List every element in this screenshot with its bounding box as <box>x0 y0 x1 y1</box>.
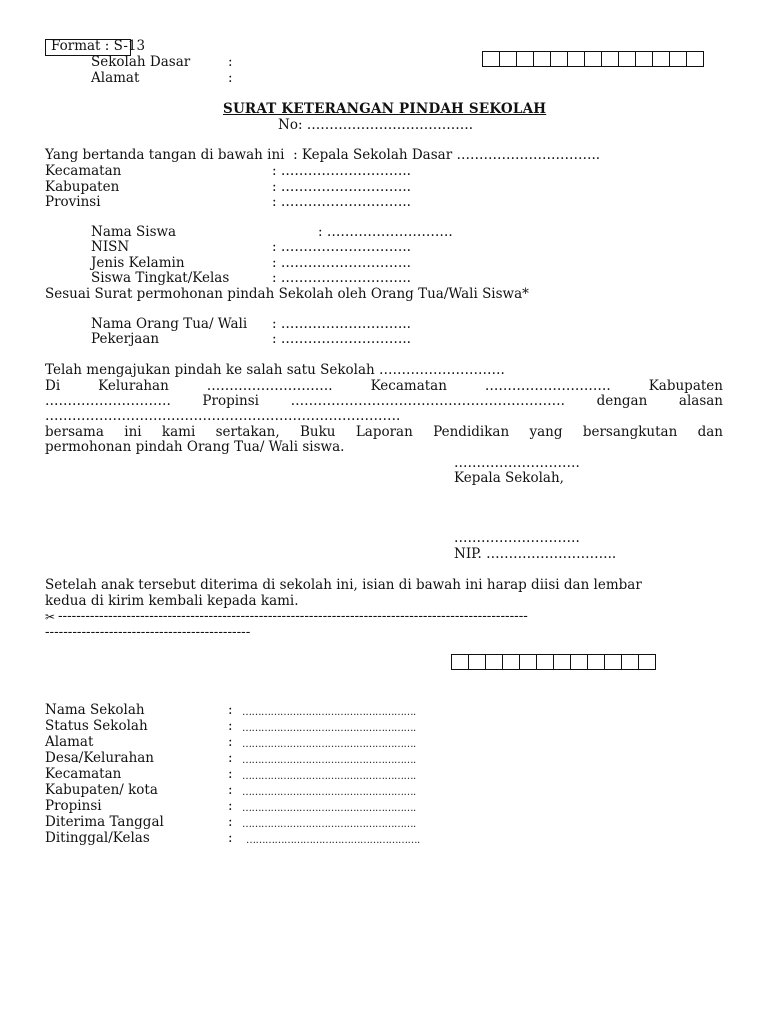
body-line-1: Telah mengajukan pindah ke salah satu Sekolah ………………………. <box>45 362 505 378</box>
body-line-4: ……………………………………………………………………. <box>45 408 401 424</box>
body-line-3: ………………………. Propinsi ……………………………………………………. dengan alasan <box>45 393 723 409</box>
digit-box <box>516 51 534 67</box>
reply-row-colon: : <box>228 766 233 782</box>
reply-row-colon: : <box>228 830 233 846</box>
digit-box <box>584 51 602 67</box>
reply-row-label: Alamat <box>45 734 94 750</box>
signature-role: Kepala Sekolah, <box>454 470 564 486</box>
student-row-value: : ……………………….. <box>272 239 411 255</box>
digit-box <box>519 654 537 670</box>
digit-box <box>451 654 469 670</box>
digit-box <box>669 51 687 67</box>
student-row-value: : ……………………….. <box>272 270 411 286</box>
digit-box <box>468 654 486 670</box>
digit-box <box>570 654 588 670</box>
reply-row-label: Kabupaten/ kota <box>45 782 158 798</box>
signer-row-value: : ……………………….. <box>272 179 411 195</box>
reply-row-label: Nama Sekolah <box>45 702 145 718</box>
signer-row-value: : ……………………….. <box>272 163 411 179</box>
body-line-6: permohonan pindah Orang Tua/ Wali siswa. <box>45 439 345 455</box>
reply-row-label: Diterima Tanggal <box>45 814 164 830</box>
reply-row-label: Status Sekolah <box>45 718 148 734</box>
format-label: Format : S-13 <box>51 38 146 54</box>
cut-line-continued: --------------------------------------------- <box>45 624 251 640</box>
digit-box <box>686 51 704 67</box>
student-name-value: : ………………………. <box>318 224 453 240</box>
signer-intro: Yang bertanda tangan di bawah ini : Kepala Sekolah Dasar ………………………….. <box>45 147 601 163</box>
parent-row-value: : ……………………….. <box>272 316 411 332</box>
reply-row-colon: : <box>228 814 233 830</box>
student-row-label: Siswa Tingkat/Kelas <box>91 270 230 286</box>
reply-row-value: ………………………………………………. <box>242 755 416 766</box>
reply-row-value: ………………………………………………. <box>242 771 416 782</box>
body-line-5: bersama ini kami sertakan, Buku Laporan Pendidikan yang bersangkutan dan <box>45 424 723 440</box>
parent-row-label: Pekerjaan <box>91 331 160 347</box>
scissors-icon: ✂ <box>45 610 56 624</box>
document-number: No: ………………………………. <box>278 117 474 133</box>
digit-box <box>601 51 619 67</box>
signer-row-label: Provinsi <box>45 194 101 210</box>
cut-line: ------------------------------------------------------------------------------------------------------- <box>58 609 528 624</box>
digit-box <box>550 51 568 67</box>
reply-row-colon: : <box>228 734 233 750</box>
reply-row-value: ………………………………………………. <box>242 803 416 814</box>
signer-row-label: Kecamatan <box>45 163 122 179</box>
reply-row-value: ………………………………………………. <box>242 787 416 798</box>
address-colon: : <box>228 70 233 86</box>
reply-row-colon: : <box>228 702 233 718</box>
digit-box <box>533 51 551 67</box>
student-row-value: : ……………………….. <box>272 255 411 271</box>
student-row-label: NISN <box>91 239 130 255</box>
digit-box <box>553 654 571 670</box>
reply-row-value: ………………………………………………. <box>242 739 416 750</box>
body-line-2: Di Kelurahan ………………………. Kecamatan ………………………. Kabupaten <box>45 378 723 394</box>
parent-row-value: : ……………………….. <box>272 331 411 347</box>
nss-box-grid <box>482 51 703 67</box>
digit-box <box>587 654 605 670</box>
signer-row-label: Kabupaten <box>45 179 120 195</box>
digit-box <box>635 51 653 67</box>
signer-row-value: : ……………………….. <box>272 194 411 210</box>
reply-row-label: Propinsi <box>45 798 102 814</box>
reply-row-value: ………………………………………………. <box>242 723 416 734</box>
reply-row-label: Kecamatan <box>45 766 122 782</box>
document-title: SURAT KETERANGAN PINDAH SEKOLAH <box>223 101 547 117</box>
address-label: Alamat <box>91 70 140 86</box>
school-label: Sekolah Dasar <box>91 54 191 70</box>
reply-row-label: Ditinggal/Kelas <box>45 830 150 846</box>
digit-box <box>567 51 585 67</box>
reply-row-colon: : <box>228 798 233 814</box>
request-line: Sesuai Surat permohonan pindah Sekolah oleh Orang Tua/Wali Siswa* <box>45 286 529 302</box>
digit-box <box>485 654 503 670</box>
digit-box <box>499 51 517 67</box>
student-name-label: Nama Siswa <box>91 224 177 240</box>
reply-row-value: ………………………………………………. <box>242 819 416 830</box>
student-row-label: Jenis Kelamin <box>91 255 185 271</box>
note-line-2: kedua di kirim kembali kepada kami. <box>45 593 299 609</box>
reply-row-colon: : <box>228 750 233 766</box>
reply-row-colon: : <box>228 782 233 798</box>
digit-box <box>502 654 520 670</box>
nss-box-grid-reply <box>451 654 655 670</box>
signature-name: ………………………. <box>454 530 580 546</box>
reply-row-colon: : <box>228 718 233 734</box>
digit-box <box>618 51 636 67</box>
reply-row-value: ………………………………………………. <box>242 707 416 718</box>
digit-box <box>652 51 670 67</box>
parent-row-label: Nama Orang Tua/ Wali <box>91 316 248 332</box>
digit-box <box>621 654 639 670</box>
reply-row-label: Desa/Kelurahan <box>45 750 155 766</box>
school-colon: : <box>228 54 233 70</box>
digit-box <box>482 51 500 67</box>
digit-box <box>536 654 554 670</box>
reply-row-value: ………………………………………………. <box>246 835 420 846</box>
signature-place: ………………………. <box>454 455 580 471</box>
digit-box <box>604 654 622 670</box>
digit-box <box>638 654 656 670</box>
signature-nip: NIP. ……………………….. <box>454 546 617 562</box>
note-line-1: Setelah anak tersebut diterima di sekolah ini, isian di bawah ini harap diisi dan lembar <box>45 577 642 593</box>
